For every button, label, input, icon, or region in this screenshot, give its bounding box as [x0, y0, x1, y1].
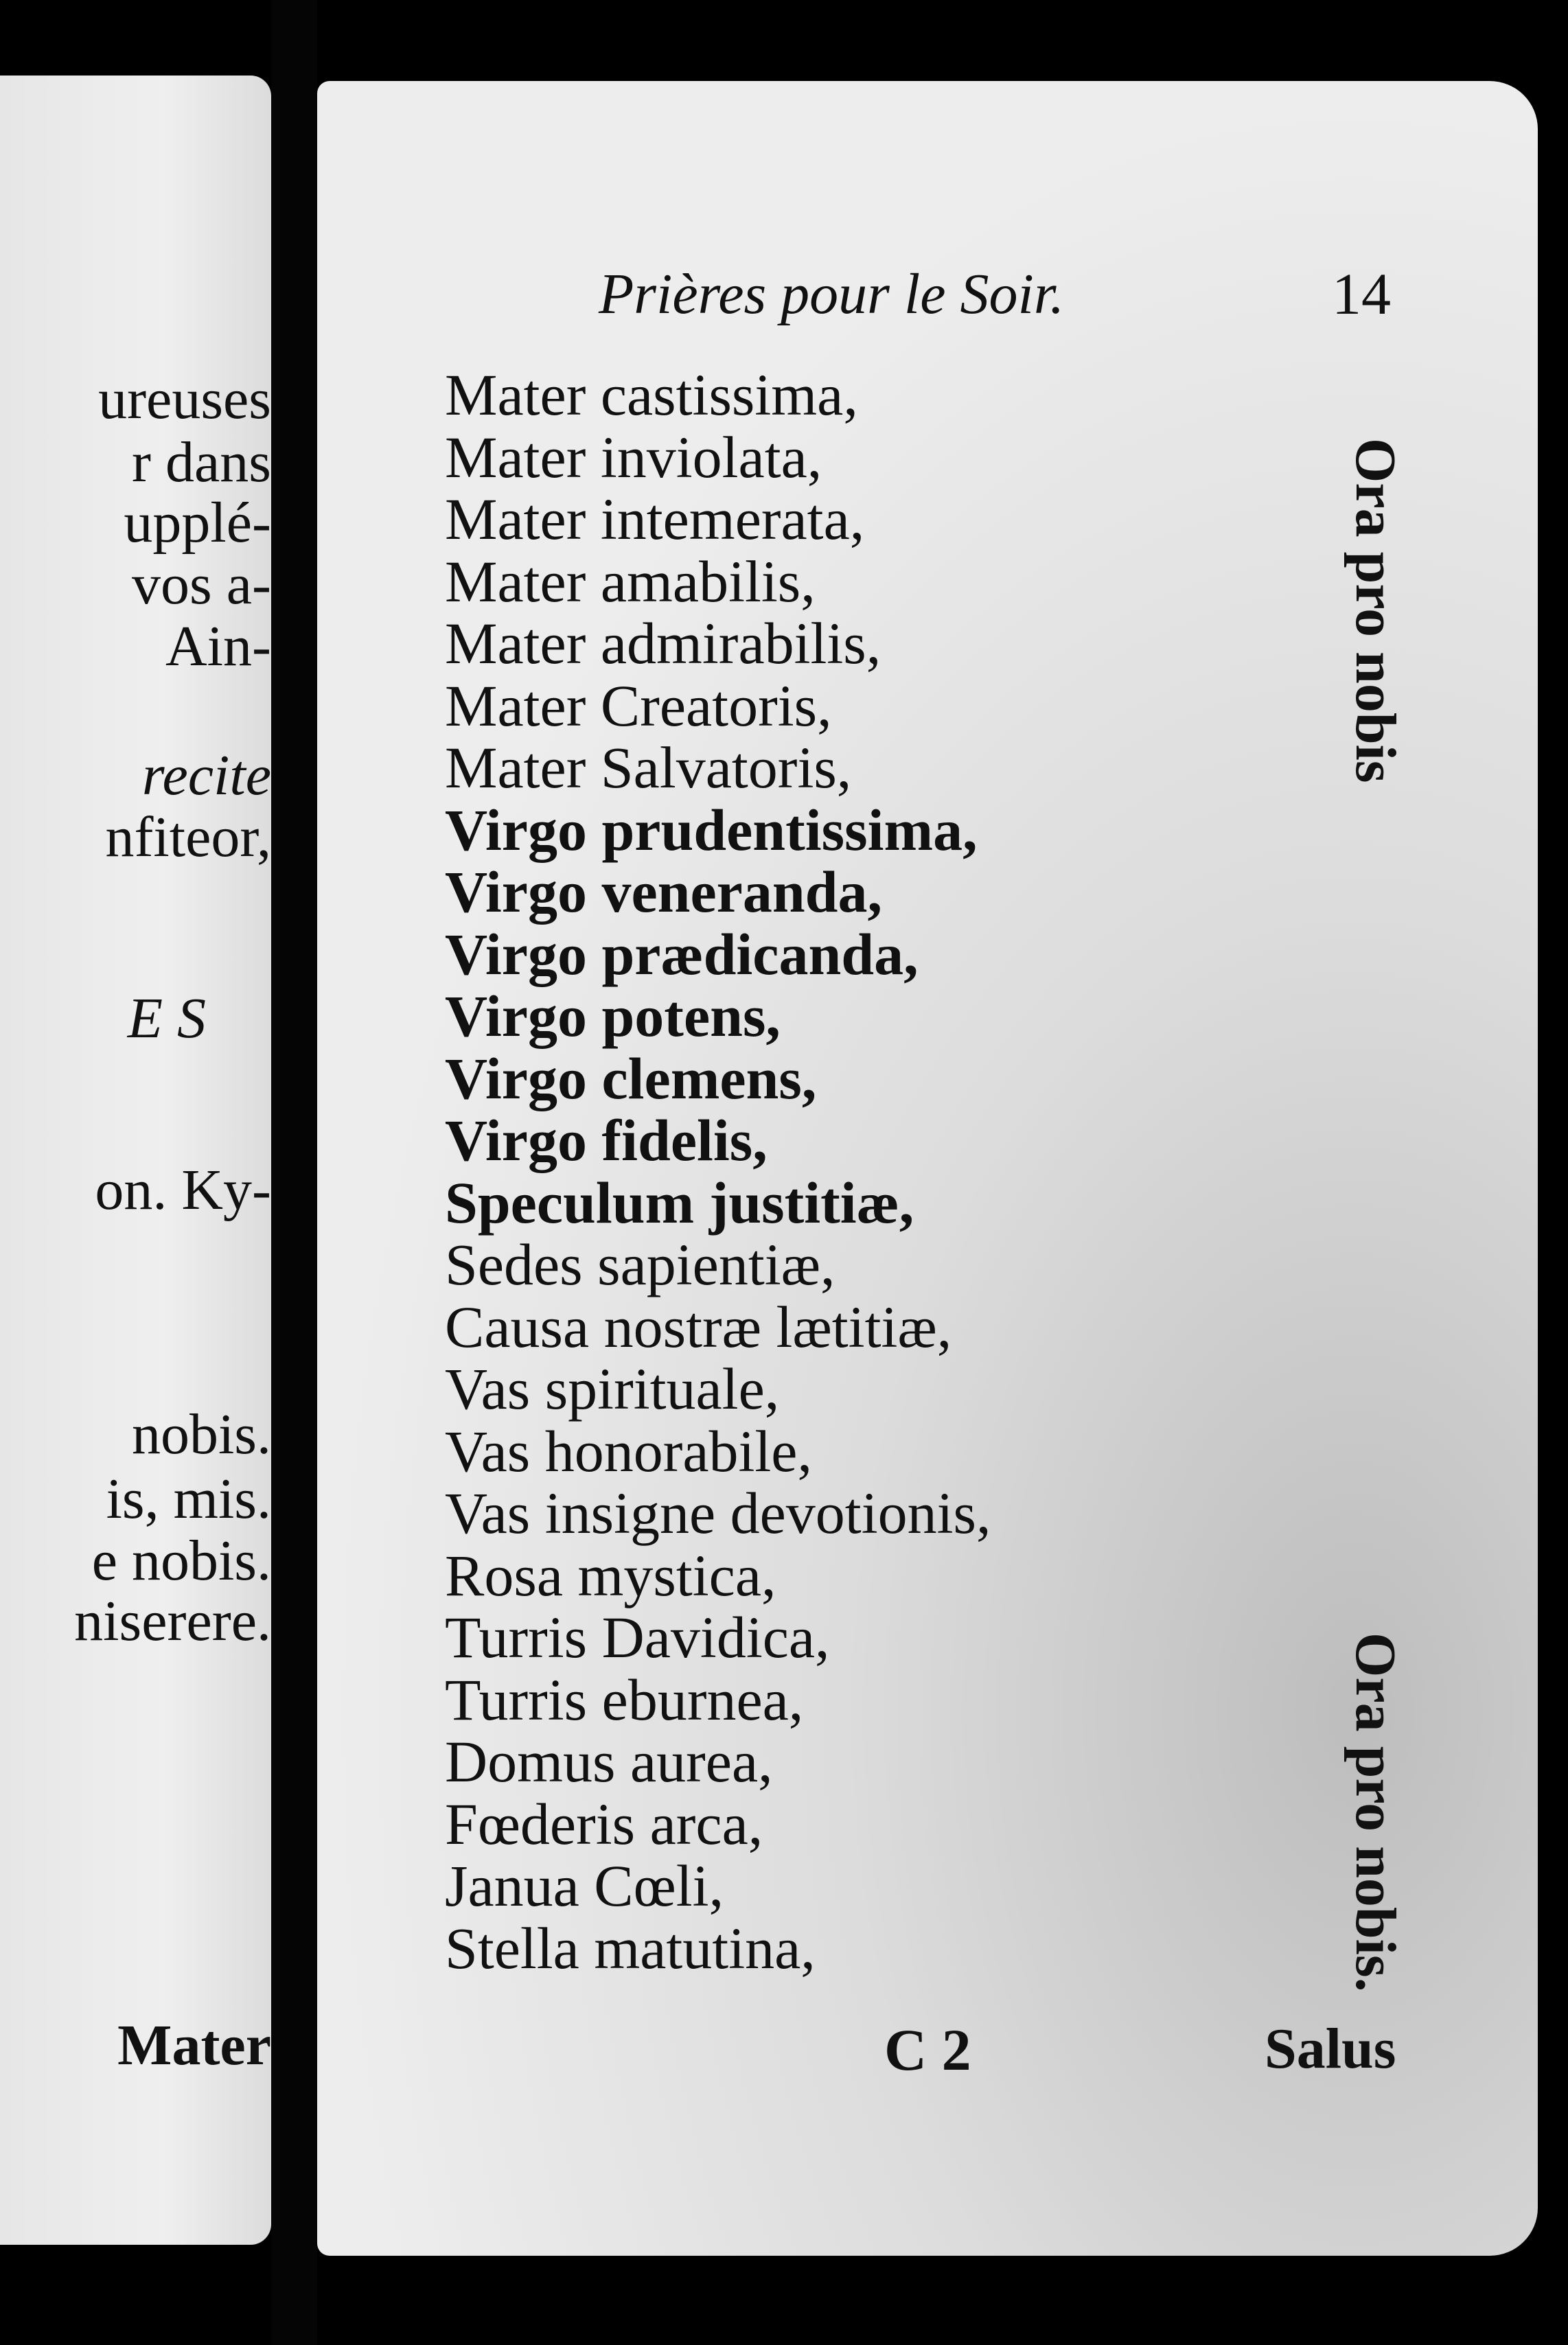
left-page-line: E S: [127, 986, 206, 1050]
left-page-line: nobis.: [131, 1402, 271, 1466]
catchword: Salus: [1265, 2017, 1396, 2081]
litany-line: Virgo fidelis,: [445, 1107, 768, 1173]
left-page-line: e nobis.: [91, 1529, 271, 1593]
gutter: [271, 0, 317, 2345]
left-page-line: nfiteor,: [105, 805, 271, 869]
left-page-line: on. Ky-: [95, 1158, 271, 1222]
litany-line: Vas insigne devotionis,: [445, 1480, 991, 1546]
left-page-line: niserere.: [74, 1589, 271, 1653]
litany-line: Turris Davidica,: [445, 1604, 830, 1670]
litany-line: Fœderis arca,: [445, 1790, 763, 1857]
litany-line: Stella matutina,: [445, 1915, 816, 1981]
litany-line: Turris eburnea,: [445, 1666, 804, 1733]
response-ora-pro-nobis-lower: Ora pro nobis.: [1344, 1632, 1407, 1992]
response-ora-pro-nobis-upper: Ora pro nobis: [1344, 438, 1407, 783]
left-page-line: r dans: [132, 430, 271, 494]
litany-line: Mater Salvatoris,: [445, 735, 852, 800]
litany-line: Mater inviolata,: [445, 424, 822, 490]
litany-line: Mater admirabilis,: [445, 610, 881, 676]
litany-line: Mater intemerata,: [445, 486, 865, 552]
page-number: 14: [1332, 261, 1391, 327]
litany-line: Janua Cœli,: [445, 1853, 724, 1919]
litany-line: Speculum justitiæ,: [445, 1169, 914, 1236]
left-page-line: Ain-: [165, 614, 271, 678]
left-page: [0, 76, 271, 2245]
litany-line: Mater amabilis,: [445, 548, 816, 614]
left-page-line: upplé-: [124, 491, 271, 555]
litany-line: Vas honorabile,: [445, 1418, 812, 1484]
left-page-line: recite: [141, 743, 271, 807]
running-head: Prières pour le Soir.: [599, 262, 1065, 326]
litany-line: Mater Creatoris,: [445, 672, 832, 739]
litany-line: Virgo prudentissima,: [445, 796, 978, 863]
left-page-line: ureuses: [98, 367, 271, 431]
litany-line: Vas spirituale,: [445, 1356, 780, 1422]
left-page-line: vos a-: [132, 553, 271, 616]
litany-line: Rosa mystica,: [445, 1542, 776, 1608]
litany-line: Causa nostræ lætitiæ,: [445, 1293, 952, 1360]
litany-line: Virgo potens,: [445, 983, 781, 1049]
litany-line: Virgo veneranda,: [445, 859, 882, 925]
litany-list: [445, 364, 991, 1979]
litany-line: Virgo clemens,: [445, 1045, 817, 1111]
left-page-catchword: Mater: [117, 2013, 271, 2077]
signature-mark: C 2: [884, 2017, 971, 2083]
litany-line: Sedes sapientiæ,: [445, 1232, 835, 1297]
litany-line: Mater castissima,: [445, 362, 858, 428]
litany-line: Domus aurea,: [445, 1729, 773, 1794]
litany-line: Virgo prædicanda,: [445, 921, 919, 987]
left-page-line: is, mis.: [106, 1467, 271, 1531]
right-page: [317, 81, 1538, 2256]
